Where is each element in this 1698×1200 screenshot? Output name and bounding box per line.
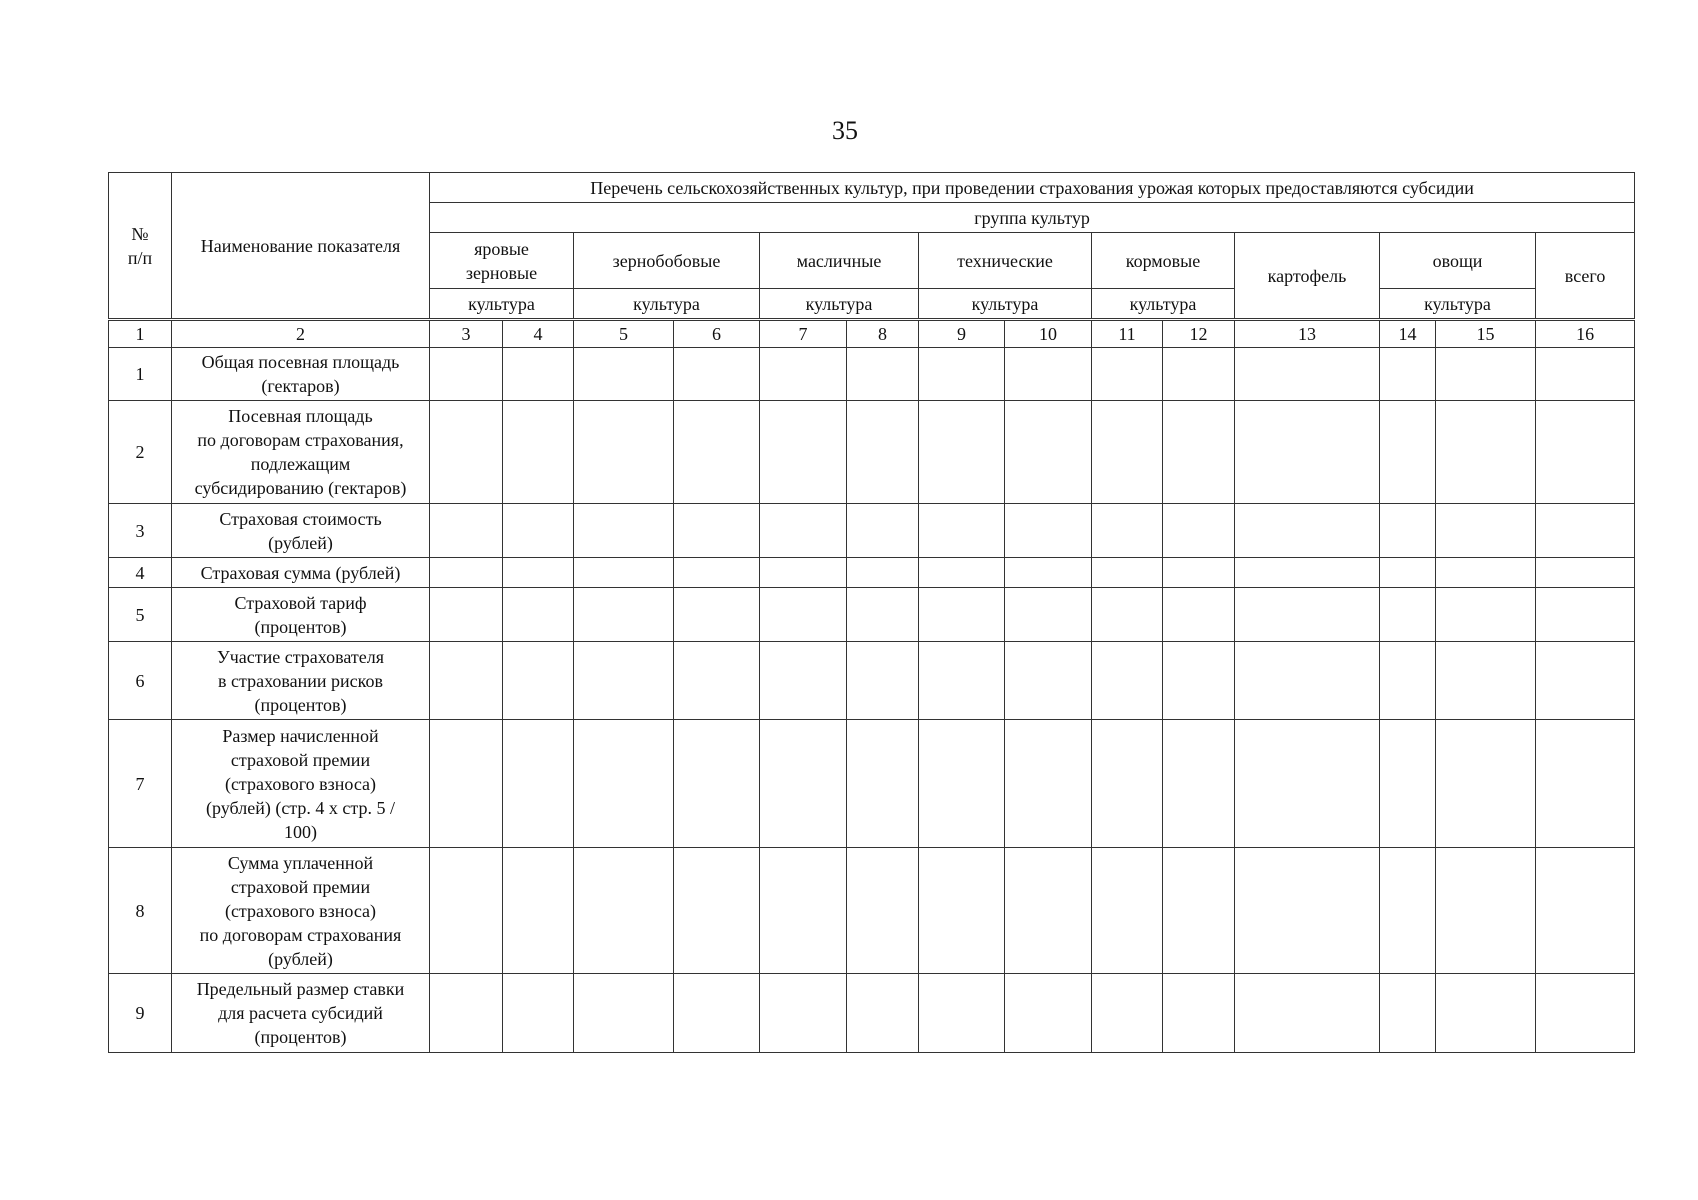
empty-value-cell[interactable] xyxy=(503,401,574,504)
empty-value-cell[interactable] xyxy=(503,504,574,558)
empty-value-cell[interactable] xyxy=(1235,588,1380,642)
empty-value-cell[interactable] xyxy=(1235,504,1380,558)
row-indicator-name: Предельный размер ставки для расчета субсидий (процентов) xyxy=(172,974,430,1053)
empty-value-cell[interactable] xyxy=(1436,504,1536,558)
header-caption: Перечень сельскохозяйственных культур, при проведении страхования урожая которых предоставляются субсидии xyxy=(430,173,1635,203)
empty-value-cell[interactable] xyxy=(1092,504,1163,558)
empty-value-cell[interactable] xyxy=(503,974,574,1053)
empty-value-cell[interactable] xyxy=(430,848,503,974)
table-row xyxy=(109,348,1635,401)
empty-value-cell[interactable] xyxy=(1235,720,1380,848)
group-potato: картофель xyxy=(1235,233,1380,320)
row-indicator-name: Посевная площадь по договорам страхования, подлежащим субсидированию (гектаров) xyxy=(172,401,430,504)
empty-value-cell[interactable] xyxy=(503,588,574,642)
empty-value-cell[interactable] xyxy=(1380,588,1436,642)
empty-value-cell[interactable] xyxy=(674,974,760,1053)
empty-value-cell[interactable] xyxy=(1235,558,1380,588)
empty-value-cell[interactable] xyxy=(674,348,760,401)
row-indicator-name: Страховой тариф (процентов) xyxy=(172,588,430,642)
row-number: 1 xyxy=(109,348,172,401)
empty-value-cell[interactable] xyxy=(1536,588,1635,642)
empty-value-cell[interactable] xyxy=(1436,348,1536,401)
empty-value-cell[interactable] xyxy=(919,848,1005,974)
empty-value-cell[interactable] xyxy=(760,588,847,642)
empty-value-cell[interactable] xyxy=(760,720,847,848)
header-group-caption: группа культур xyxy=(430,203,1635,233)
empty-value-cell[interactable] xyxy=(1380,642,1436,720)
empty-value-cell[interactable] xyxy=(1163,848,1235,974)
empty-value-cell[interactable] xyxy=(1092,401,1163,504)
row-number: 3 xyxy=(109,504,172,558)
group-spring-grain: яровые зерновые xyxy=(430,233,574,289)
empty-value-cell[interactable] xyxy=(574,504,674,558)
empty-value-cell[interactable] xyxy=(1005,401,1092,504)
empty-value-cell[interactable] xyxy=(1235,348,1380,401)
empty-value-cell[interactable] xyxy=(1163,588,1235,642)
empty-value-cell[interactable] xyxy=(1163,401,1235,504)
column-number: 4 xyxy=(503,320,574,348)
column-number: 16 xyxy=(1536,320,1635,348)
empty-value-cell[interactable] xyxy=(430,348,503,401)
empty-value-cell[interactable] xyxy=(674,848,760,974)
empty-value-cell[interactable] xyxy=(1436,974,1536,1053)
empty-value-cell[interactable] xyxy=(919,504,1005,558)
empty-value-cell[interactable] xyxy=(574,558,674,588)
group-technical: технические xyxy=(919,233,1092,289)
empty-value-cell[interactable] xyxy=(847,642,919,720)
empty-value-cell[interactable] xyxy=(1163,974,1235,1053)
empty-value-cell[interactable] xyxy=(847,720,919,848)
empty-value-cell[interactable] xyxy=(1536,401,1635,504)
empty-value-cell[interactable] xyxy=(674,588,760,642)
empty-value-cell[interactable] xyxy=(1380,848,1436,974)
table-row xyxy=(109,848,1635,974)
empty-value-cell[interactable] xyxy=(919,401,1005,504)
empty-value-cell[interactable] xyxy=(574,974,674,1053)
row-indicator-name: Общая посевная площадь (гектаров) xyxy=(172,348,430,401)
empty-value-cell[interactable] xyxy=(1005,588,1092,642)
empty-value-cell[interactable] xyxy=(503,642,574,720)
culture-label: культура xyxy=(1092,289,1235,320)
empty-value-cell[interactable] xyxy=(574,848,674,974)
empty-value-cell[interactable] xyxy=(430,504,503,558)
empty-value-cell[interactable] xyxy=(430,974,503,1053)
empty-value-cell[interactable] xyxy=(574,720,674,848)
culture-label: культура xyxy=(1380,289,1536,320)
empty-value-cell[interactable] xyxy=(1536,348,1635,401)
empty-value-cell[interactable] xyxy=(574,642,674,720)
empty-value-cell[interactable] xyxy=(574,588,674,642)
column-number: 15 xyxy=(1436,320,1536,348)
empty-value-cell[interactable] xyxy=(847,848,919,974)
empty-value-cell[interactable] xyxy=(1380,558,1436,588)
empty-value-cell[interactable] xyxy=(1005,348,1092,401)
empty-value-cell[interactable] xyxy=(1536,504,1635,558)
table-row xyxy=(109,588,1635,642)
empty-value-cell[interactable] xyxy=(919,974,1005,1053)
column-number: 9 xyxy=(919,320,1005,348)
empty-value-cell[interactable] xyxy=(1536,848,1635,974)
row-number: 8 xyxy=(109,848,172,974)
empty-value-cell[interactable] xyxy=(503,348,574,401)
row-indicator-name: Страховая стоимость (рублей) xyxy=(172,504,430,558)
column-number: 10 xyxy=(1005,320,1092,348)
empty-value-cell[interactable] xyxy=(674,558,760,588)
empty-value-cell[interactable] xyxy=(1005,974,1092,1053)
data-rows xyxy=(109,348,1635,1053)
empty-value-cell[interactable] xyxy=(1536,974,1635,1053)
row-indicator-name: Размер начисленной страховой премии (страхового взноса) (рублей) (стр. 4 x стр. 5 / 100) xyxy=(172,720,430,848)
row-indicator-name: Сумма уплаченной страховой премии (страхового взноса) по договорам страхования (рублей) xyxy=(172,848,430,974)
empty-value-cell[interactable] xyxy=(847,558,919,588)
row-number: 7 xyxy=(109,720,172,848)
empty-value-cell[interactable] xyxy=(760,848,847,974)
empty-value-cell[interactable] xyxy=(1092,720,1163,848)
empty-value-cell[interactable] xyxy=(1005,558,1092,588)
table-row xyxy=(109,401,1635,504)
empty-value-cell[interactable] xyxy=(430,588,503,642)
empty-value-cell[interactable] xyxy=(574,348,674,401)
empty-value-cell[interactable] xyxy=(674,504,760,558)
empty-value-cell[interactable] xyxy=(1163,348,1235,401)
empty-value-cell[interactable] xyxy=(1436,848,1536,974)
column-number: 5 xyxy=(574,320,674,348)
empty-value-cell[interactable] xyxy=(1436,588,1536,642)
empty-value-cell[interactable] xyxy=(1092,588,1163,642)
empty-value-cell[interactable] xyxy=(1380,401,1436,504)
column-number: 2 xyxy=(172,320,430,348)
empty-value-cell[interactable] xyxy=(1092,974,1163,1053)
empty-value-cell[interactable] xyxy=(1092,558,1163,588)
empty-value-cell[interactable] xyxy=(503,720,574,848)
row-indicator-name: Страховая сумма (рублей) xyxy=(172,558,430,588)
empty-value-cell[interactable] xyxy=(1235,974,1380,1053)
empty-value-cell[interactable] xyxy=(1436,558,1536,588)
subsidy-table xyxy=(108,172,1635,1053)
empty-value-cell[interactable] xyxy=(760,504,847,558)
empty-value-cell[interactable] xyxy=(919,588,1005,642)
empty-value-cell[interactable] xyxy=(1092,848,1163,974)
table-row xyxy=(109,558,1635,588)
empty-value-cell[interactable] xyxy=(430,558,503,588)
empty-value-cell[interactable] xyxy=(1436,401,1536,504)
empty-value-cell[interactable] xyxy=(503,558,574,588)
empty-value-cell[interactable] xyxy=(1092,642,1163,720)
empty-value-cell[interactable] xyxy=(574,401,674,504)
empty-value-cell[interactable] xyxy=(430,720,503,848)
empty-value-cell[interactable] xyxy=(847,504,919,558)
empty-value-cell[interactable] xyxy=(1005,642,1092,720)
empty-value-cell[interactable] xyxy=(1436,642,1536,720)
empty-value-cell[interactable] xyxy=(1380,348,1436,401)
empty-value-cell[interactable] xyxy=(1163,720,1235,848)
column-number: 14 xyxy=(1380,320,1436,348)
empty-value-cell[interactable] xyxy=(503,848,574,974)
empty-value-cell[interactable] xyxy=(1436,720,1536,848)
column-number: 12 xyxy=(1163,320,1235,348)
empty-value-cell[interactable] xyxy=(1536,558,1635,588)
empty-value-cell[interactable] xyxy=(1235,848,1380,974)
column-number: 8 xyxy=(847,320,919,348)
empty-value-cell[interactable] xyxy=(1005,848,1092,974)
table-row xyxy=(109,504,1635,558)
group-oilseeds: масличные xyxy=(760,233,919,289)
table-row xyxy=(109,720,1635,848)
row-number: 2 xyxy=(109,401,172,504)
column-number: 11 xyxy=(1092,320,1163,348)
group-fodder: кормовые xyxy=(1092,233,1235,289)
header-num-col: № п/п xyxy=(109,173,172,320)
empty-value-cell[interactable] xyxy=(1235,401,1380,504)
column-number: 1 xyxy=(109,320,172,348)
empty-value-cell[interactable] xyxy=(847,401,919,504)
empty-value-cell[interactable] xyxy=(1380,720,1436,848)
empty-value-cell[interactable] xyxy=(760,558,847,588)
column-number: 6 xyxy=(674,320,760,348)
group-total: всего xyxy=(1536,233,1635,320)
empty-value-cell[interactable] xyxy=(919,558,1005,588)
row-indicator-name: Участие страхователя в страховании рисков (процентов) xyxy=(172,642,430,720)
culture-label: культура xyxy=(919,289,1092,320)
empty-value-cell[interactable] xyxy=(1536,720,1635,848)
empty-value-cell[interactable] xyxy=(1380,504,1436,558)
empty-value-cell[interactable] xyxy=(1536,642,1635,720)
column-number: 13 xyxy=(1235,320,1380,348)
empty-value-cell[interactable] xyxy=(674,720,760,848)
empty-value-cell[interactable] xyxy=(674,642,760,720)
empty-value-cell[interactable] xyxy=(430,642,503,720)
table-row xyxy=(109,974,1635,1053)
empty-value-cell[interactable] xyxy=(919,348,1005,401)
empty-value-cell[interactable] xyxy=(430,401,503,504)
empty-value-cell[interactable] xyxy=(674,401,760,504)
column-number-row xyxy=(109,320,1635,348)
empty-value-cell[interactable] xyxy=(760,974,847,1053)
empty-value-cell[interactable] xyxy=(919,720,1005,848)
empty-value-cell[interactable] xyxy=(760,401,847,504)
table-row xyxy=(109,642,1635,720)
empty-value-cell[interactable] xyxy=(847,348,919,401)
empty-value-cell[interactable] xyxy=(1005,504,1092,558)
culture-label: культура xyxy=(574,289,760,320)
empty-value-cell[interactable] xyxy=(1163,642,1235,720)
culture-label: культура xyxy=(760,289,919,320)
culture-label: культура xyxy=(430,289,574,320)
empty-value-cell[interactable] xyxy=(1380,974,1436,1053)
row-number: 9 xyxy=(109,974,172,1053)
group-vegetables: овощи xyxy=(1380,233,1536,289)
header-name-col: Наименование показателя xyxy=(172,173,430,320)
empty-value-cell[interactable] xyxy=(1235,642,1380,720)
column-number: 3 xyxy=(430,320,503,348)
empty-value-cell[interactable] xyxy=(760,348,847,401)
empty-value-cell[interactable] xyxy=(1163,504,1235,558)
empty-value-cell[interactable] xyxy=(847,974,919,1053)
row-number: 4 xyxy=(109,558,172,588)
empty-value-cell[interactable] xyxy=(1163,558,1235,588)
empty-value-cell[interactable] xyxy=(760,642,847,720)
row-number: 6 xyxy=(109,642,172,720)
empty-value-cell[interactable] xyxy=(919,642,1005,720)
column-number: 7 xyxy=(760,320,847,348)
empty-value-cell[interactable] xyxy=(1092,348,1163,401)
page-number: 35 xyxy=(832,116,858,145)
empty-value-cell[interactable] xyxy=(847,588,919,642)
empty-value-cell[interactable] xyxy=(1005,720,1092,848)
group-legumes: зернобобовые xyxy=(574,233,760,289)
row-number: 5 xyxy=(109,588,172,642)
